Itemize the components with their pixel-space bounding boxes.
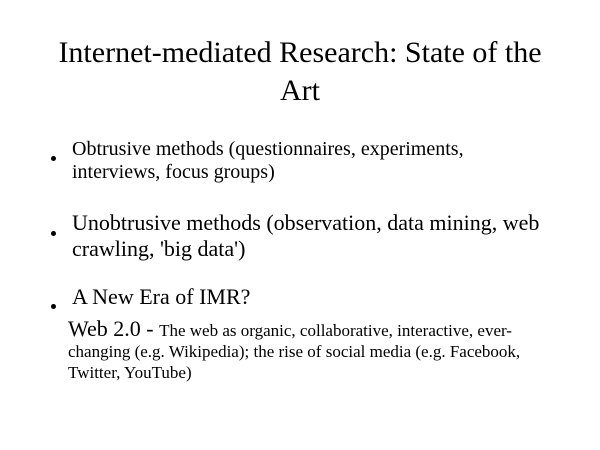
bullet-dot-icon [51,231,56,236]
sub-point-lead: Web 2.0 - [68,316,160,341]
bullet-dot-icon [51,304,56,309]
sub-point-body: The web as organic, collaborative, interactive, ever-changing (e.g. Wikipedia); the rise of social media (e.g. Facebook, Twitter, YouTube) [68,321,521,382]
bullet-dot-icon [51,156,56,161]
bullet-text: Unobtrusive methods (observation, data mining, web crawling, 'big data') [72,210,540,261]
bullet-text: A New Era of IMR? [72,284,251,309]
slide-title: Internet-mediated Research: State of the Art [58,36,542,107]
bullet-text: Obtrusive methods (questionnaires, experiments, interviews, focus groups) [72,138,464,183]
sub-point-web2 [68,318,568,383]
